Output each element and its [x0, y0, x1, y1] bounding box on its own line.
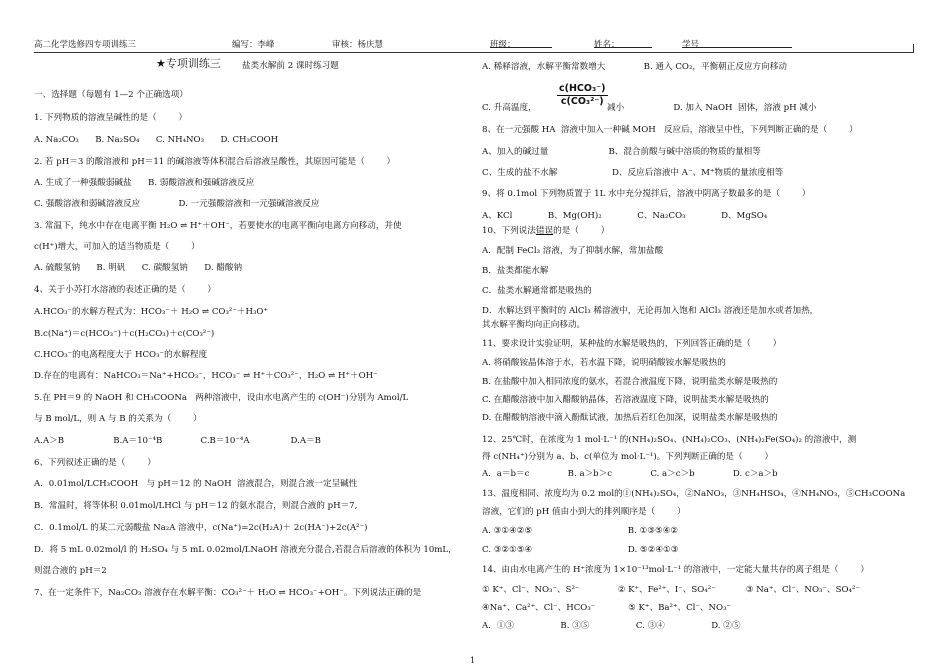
question-6-option-d: D．将 5 mL 0.02mol/l 的 H₂SO₄ 与 5 mL 0.02mol/LNaOH 溶液充分混合,若混合后溶液的体积为 10mL， [34, 545, 457, 555]
question-14-groups-1-3: ① K⁺、Cl⁻、NO₃⁻、S²⁻ ② K⁺、Fe²⁺、I⁻、SO₄²⁻ ③ Na⁺、Cl⁻、NO₃⁻、SO₄²⁻ [482, 585, 860, 595]
question-14-groups-4-5: ④Na⁺、Ca²⁺、Cl⁻、HCO₃⁻ ⑤ K⁺、Ba²⁺、Cl⁻、NO₃⁻ [482, 603, 732, 613]
question-1-options: A. Na₂CO₃ B. Na₂SO₄ C. NH₄NO₃ D. CH₃COOH [34, 135, 279, 145]
question-4-option-a: A.HCO₃⁻的水解方程式为：HCO₃⁻＋ H₂O ⇌ CO₃²⁻＋H₃O⁺ [34, 307, 269, 317]
question-13-options-cd: C. ③②①⑤④ D. ⑤②④①③ [482, 545, 679, 555]
question-10-option-a: A．配制 FeCl₃ 溶液，为了抑制水解，常加盐酸 [482, 246, 664, 256]
question-12-cont: 得 c(NH₄⁺)分别为 a、b、c(单位为 mol·L⁻¹)。下列判断正确的是（ ） [482, 452, 774, 462]
question-6-option-b: B．常温时，将等体积 0.01mol/LHCl 与 pH＝12 的氨水混合，则混合液的 pH＝7, [34, 501, 358, 511]
question-13: 13、温度相同、浓度均为 0.2 mol的①(NH₄)₂SO₄，②NaNO₃，③NH₄HSO₄，④NH₄NO₃，⑤CH₃COONa [482, 489, 906, 499]
question-11-option-a: A. 将硝酸铵晶体溶于水，若水温下降，说明硝酸铵水解是吸热的 [482, 358, 726, 368]
question-10-option-b: B．盐类都能水解 [482, 266, 549, 276]
section-heading: 一、选择题（每题有 1—2 个正确选项） [34, 90, 188, 100]
header-tick [913, 44, 914, 53]
question-7-options-ab: A. 稀释溶液，水解平衡常数增大 B. 通入 CO₂，平衡朝正反应方向移动 [482, 62, 787, 72]
question-10 [482, 226, 609, 237]
concentration-ratio [557, 83, 608, 108]
question-6: 6、下列叙述正确的是（ ） [34, 458, 156, 468]
question-10-suffix: 的是（ ） [553, 226, 610, 236]
exercise-title: ★专项训练三 [156, 57, 221, 70]
question-11-option-d: D. 在醋酸钠溶液中滴入酚酞试液，加热后若红色加深，说明盐类水解是吸热的 [482, 413, 778, 423]
name-label: 姓名： [594, 40, 620, 50]
question-13-options-ab: A. ③①④②⑤ B. ①③⑤④② [482, 526, 679, 536]
question-3-options: A. 硫酸氢钠 B. 明矾 C. 碳酸氢钠 D. 醋酸钠 [34, 263, 243, 273]
exercise-subtitle: 盐类水解前 2 课时练习题 [242, 61, 339, 71]
question-12-options: A．a＝b＝c B. a＞b＞c C. a＞c＞b D. c＞a＞b [482, 469, 778, 479]
option-c-suffix-and-d: 减小 D. 加入 NaOH 固体，溶液 pH 减小 [607, 103, 817, 113]
question-2-options-cd: C. 强酸溶液和弱碱溶液反应 D. 一元强酸溶液和一元强碱溶液反应 [34, 199, 320, 209]
question-6-option-c: C．0.1mol/L 的某二元弱酸盐 Na₂A 溶液中，c(Na⁺)=2c(H₂A)＋ 2c(HA⁻)+2c(A²⁻) [34, 523, 368, 533]
question-10-prefix: 10、下列说法 [482, 226, 536, 236]
question-1: 1. 下列物质的溶液呈碱性的是（ ） [34, 113, 188, 123]
page-number: 1 [470, 656, 476, 665]
option-c-prefix: C. 升高温度， [482, 103, 537, 113]
question-11-option-c: C. 在醋酸溶液中加入醋酸钠晶体，若溶液温度下降，说明盐类水解是吸热的 [482, 395, 769, 405]
number-label: 学号 [682, 40, 700, 50]
question-11: 11、要求设计实验证明，某种盐的水解是吸热的，下列回答正确的是（ ） [482, 339, 782, 349]
course-title: 高二化学选修四专项训练三 [34, 40, 137, 50]
question-4-option-c: C.HCO₃⁻的电离程度大于 HCO₃⁻的水解程度 [34, 350, 208, 360]
question-14-options: A．①③ B. ③⑤ C. ③④ D. ②⑤ [482, 621, 741, 631]
class-label: 班级： [490, 40, 516, 50]
question-12: 12、25℃时，在浓度为 1 mol·L⁻¹ 的(NH₄)₂SO₄、(NH₄)₂CO₃、(NH₄)₂Fe(SO₄)₂ 的溶液中，测 [482, 435, 857, 445]
question-6-option-a: A．0.01mol/LCH₃COOH 与 pH＝12 的 NaOH 溶液混合，则混合液一定呈碱性 [34, 479, 358, 489]
ratio-numerator: c(HCO₃⁻) [559, 83, 606, 94]
header-rule [34, 52, 914, 53]
question-9: 9、将 0.1mol 下列物质置于 1L 水中充分搅拌后，溶液中阴离子数最多的是（ ） [482, 189, 811, 199]
question-13-cont: 溶液，它们的 pH 值由小到大的排列顺序是（ ） [482, 507, 686, 517]
question-4: 4、关于小苏打水溶液的表述正确的是（ ） [34, 285, 217, 295]
question-9-options: A、KCl B、Mg(OH)₂ C、Na₂CO₃ D、MgSO₄ [482, 211, 768, 221]
question-7-options-cd [482, 83, 912, 115]
reviewer-label: 审核：杨庆慧 [332, 40, 384, 50]
question-2: 2. 若 pH＝3 的酸溶液和 pH＝11 的碱溶液等体积混合后溶液呈酸性，其原因可能是（ ） [34, 157, 396, 167]
question-11-option-b: B. 在盐酸中加入相同浓度的氨水，若混合液温度下降，说明盐类水解是吸热的 [482, 377, 778, 387]
question-10-option-c: C．盐类水解通常都是吸热的 [482, 286, 592, 296]
question-8-options-ab: A、加入的碱过量 B、混合前酸与碱中溶质的物质的量相等 [482, 147, 761, 157]
question-10-option-d-cont: 其水解平衡均向正向移动。 [482, 320, 586, 330]
question-5-options: A.A＞B B.A＝10⁻⁴B C.B＝10⁻⁴A D.A＝B [34, 436, 321, 446]
question-2-options-ab: A. 生成了一种强酸弱碱盐 B. 弱酸溶液和强碱溶液反应 [34, 178, 255, 188]
question-10-option-d: D．水解达到平衡时的 AlCl₃ 稀溶液中，无论再加入饱和 AlCl₃ 溶液还是加水或者加热， [482, 306, 819, 316]
question-5-cont: 与 B mol/L，则 A 与 B 的关系为（ ） [34, 414, 202, 424]
name-blank [594, 38, 652, 48]
question-4-option-b: B.c(Na⁺)＝c(HCO₃⁻)＋c(H₂CO₃)＋c(CO₃²⁻) [34, 329, 215, 339]
question-8: 8、在一元强酸 HA 溶液中加入一种碱 MOH 反应后，溶液呈中性，下列判断正确的是（ ） [482, 125, 858, 135]
question-8-options-cd: C、生成的盐不水解 D、反应后溶液中 A⁻、M⁺物质的量浓度相等 [482, 168, 784, 178]
class-blank [490, 38, 552, 48]
question-7: 7、在一定条件下，Na₂CO₃ 溶液存在水解平衡：CO₃²⁻＋ H₂O ⇌ HCO₃⁻+OH⁻。下列说法正确的是 [34, 588, 422, 598]
question-4-option-d: D.存在的电离有：NaHCO₃＝Na⁺+HCO₃⁻，HCO₃⁻ ⇌ H⁺＋CO₃²⁻，H₂O ⇌ H⁺＋OH⁻ [34, 371, 378, 381]
question-6-option-d-cont: 则混合液的 pH＝2 [34, 566, 107, 576]
question-5: 5.在 PH＝9 的 NaOH 和 CH₃COONa 两种溶液中，设由水电离产生的 c(OH⁻)分别为 Amol/L [34, 393, 409, 403]
question-3-cont: c(H⁺)增大，可加入的适当物质是（ ） [34, 242, 200, 252]
editor-label: 编写：李峰 [232, 40, 275, 50]
page-header [34, 38, 918, 52]
question-3: 3. 常温下，纯水中存在电离平衡 H₂O ⇌ H⁺＋OH⁻，若要使水的电离平衡向电离方向移动，并使 [34, 221, 402, 231]
ratio-denominator: c(CO₃²⁻) [560, 96, 604, 107]
question-14: 14、由由水电离产生的 H⁺浓度为 1×10⁻¹³mol·L⁻¹ 的溶液中，一定能大量共存的离子组是（ ） [482, 565, 869, 575]
number-blank [682, 38, 792, 48]
question-10-emphasis: 错误 [535, 226, 554, 236]
